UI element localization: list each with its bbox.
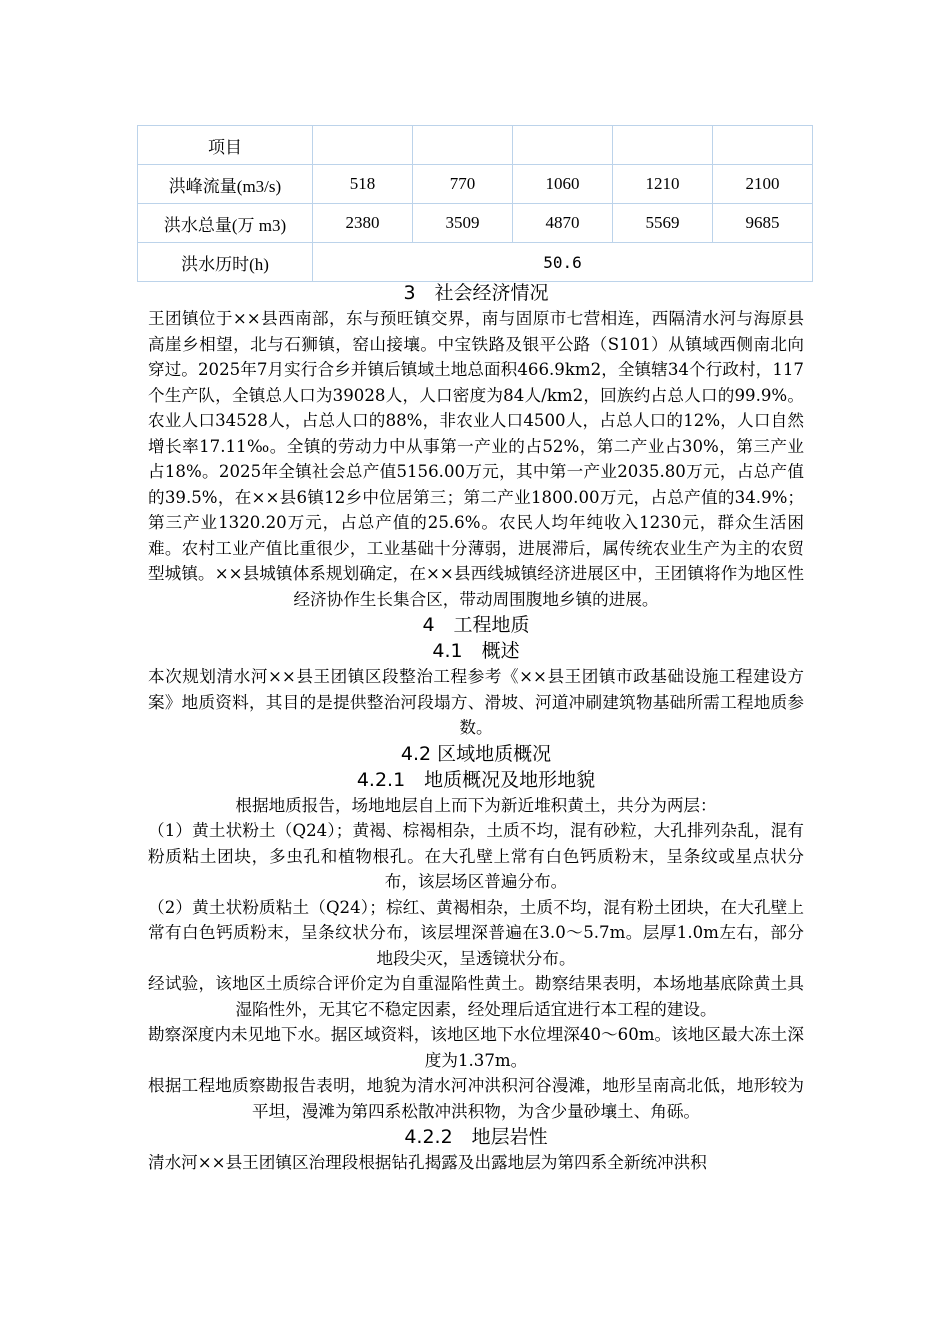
row-header-flood-duration: 洪水历时(h) xyxy=(138,243,313,282)
table-cell: 2100 xyxy=(713,165,813,204)
table-cell: 3509 xyxy=(413,204,513,243)
paragraph-layer-2: （2）黄土状粉质粘土（Q24）；棕红、黄褐相杂，土质不均，混有粉土团块，在大孔壁上常有白色钙质粉末，呈条纹状分布，该层埋深普遍在3.0～5.7m。层厚1.0m左右，部分地段尖灭，呈透镜状分布。 xyxy=(148,897,804,968)
table-cell xyxy=(313,126,413,165)
table-cell: 1060 xyxy=(513,165,613,204)
table-row xyxy=(138,165,813,204)
table-row xyxy=(138,243,813,282)
table-cell xyxy=(713,126,813,165)
paragraph-evaluation: 经试验，该地区土质综合评价定为自重湿陷性黄土。勘察结果表明，本场地基底除黄土具湿陷性外，无其它不稳定因素，经处理后适宜进行本工程的建设。 xyxy=(148,974,804,1019)
paragraph-layer-1: （1）黄土状粉土（Q24）；黄褐、棕褐相杂，土质不均，混有砂粒，大孔排列杂乱，混有粉质粘土团块，多虫孔和植物根孔。在大孔壁上常有白色钙质粉末，呈条纹或星点状分布，该层场区普遍分布。 xyxy=(148,821,804,891)
section-heading-4: 4 工程地质 xyxy=(422,614,530,636)
table-cell: 2380 xyxy=(313,204,413,243)
table-cell: 9685 xyxy=(713,204,813,243)
section-heading-3: 3 社会经济情况 xyxy=(403,282,549,304)
table-cell xyxy=(513,126,613,165)
table-cell: 770 xyxy=(413,165,513,204)
table-cell: 4870 xyxy=(513,204,613,243)
table-cell: 5569 xyxy=(613,204,713,243)
paragraph-stratigraphy: 清水河××县王团镇区治理段根据钻孔揭露及出露地层为第四系全新统冲洪积 xyxy=(148,1153,707,1172)
table-cell xyxy=(413,126,513,165)
paragraph-social-economy: 王团镇位于××县西南部，东与预旺镇交界，南与固原市七营相连，西隔清水河与海原县高崖乡相望，北与石狮镇，窑山接壤。中宝铁路及银平公路（S101）从镇域西侧南北向穿过。2025年7月实行合乡并镇后镇域土地总面积466.9km2，全镇辖34个行政村，117个生产队，全镇总人口为39028人，人口密度为84人/km2，回族约占总人口的99.9%。农业人口34528人，占总人口的88%，非农业人口4500人，占总人口的12%，人口自然增长率17.11‰。全镇的劳动力中从事第一产业的占52%，第二产业占30%，第三产业占18%。2025年全镇社会总产值5156.00万元，其中第一产业2035.80万元，占总产值的39.5%，在××县6镇12乡中位居第三；第二产业1800.00万元，占总产值的34.9%；第三产业1320.20万元，占总产值的25.6%。农民人均年纯收入1230元，群众生活困难。农村工业产值比重很少，工业基础十分薄弱，进展滞后，属传统农业生产为主的农贸型城镇。××县城镇体系规划确定，在××县西线城镇经济进展区中，王团镇将作为地区性经济协作生长集合区，带动周围腹地乡镇的进展。 xyxy=(148,309,804,609)
row-header-flood-volume: 洪水总量(万 m3) xyxy=(138,204,313,243)
table-cell-duration: 50.6 xyxy=(313,243,813,282)
paragraph-geology-intro: 根据地质报告，场地地层自上而下为新近堆积黄土，共分为两层： xyxy=(235,795,717,815)
section-heading-4-2-1: 4.2.1 地质概况及地形地貌 xyxy=(356,768,596,791)
table-row xyxy=(138,204,813,243)
row-header-item: 项目 xyxy=(138,126,313,165)
paragraph-terrain: 根据工程地质察勘报告表明，地貌为清水河冲洪积河谷漫滩，地形呈南高北低，地形较为平坦，漫滩为第四系松散冲洪积物，为含少量砂壤土、角砾。 xyxy=(148,1076,804,1121)
section-heading-4-1: 4.1 概述 xyxy=(432,640,520,662)
table-cell xyxy=(613,126,713,165)
document-body xyxy=(148,280,804,1176)
table-cell: 1210 xyxy=(613,165,713,204)
paragraph-overview: 本次规划清水河××县王团镇区段整治工程参考《××县王团镇市政基础设施工程建设方案》地质资料，其目的是提供整治河段塌方、滑坡、河道冲刷建筑物基础所需工程地质参数。 xyxy=(148,667,804,737)
section-heading-4-2: 4.2 区域地质概况 xyxy=(400,742,552,765)
table-row xyxy=(138,126,813,165)
flood-statistics-table xyxy=(137,125,813,282)
section-heading-4-2-2: 4.2.2 地层岩性 xyxy=(404,1126,548,1148)
table-cell: 518 xyxy=(313,165,413,204)
row-header-peak-flow: 洪峰流量(m3/s) xyxy=(138,165,313,204)
paragraph-groundwater: 勘察深度内未见地下水。据区域资料，该地区地下水位埋深40～60m。该地区最大冻土深度为1.37m。 xyxy=(148,1025,804,1070)
